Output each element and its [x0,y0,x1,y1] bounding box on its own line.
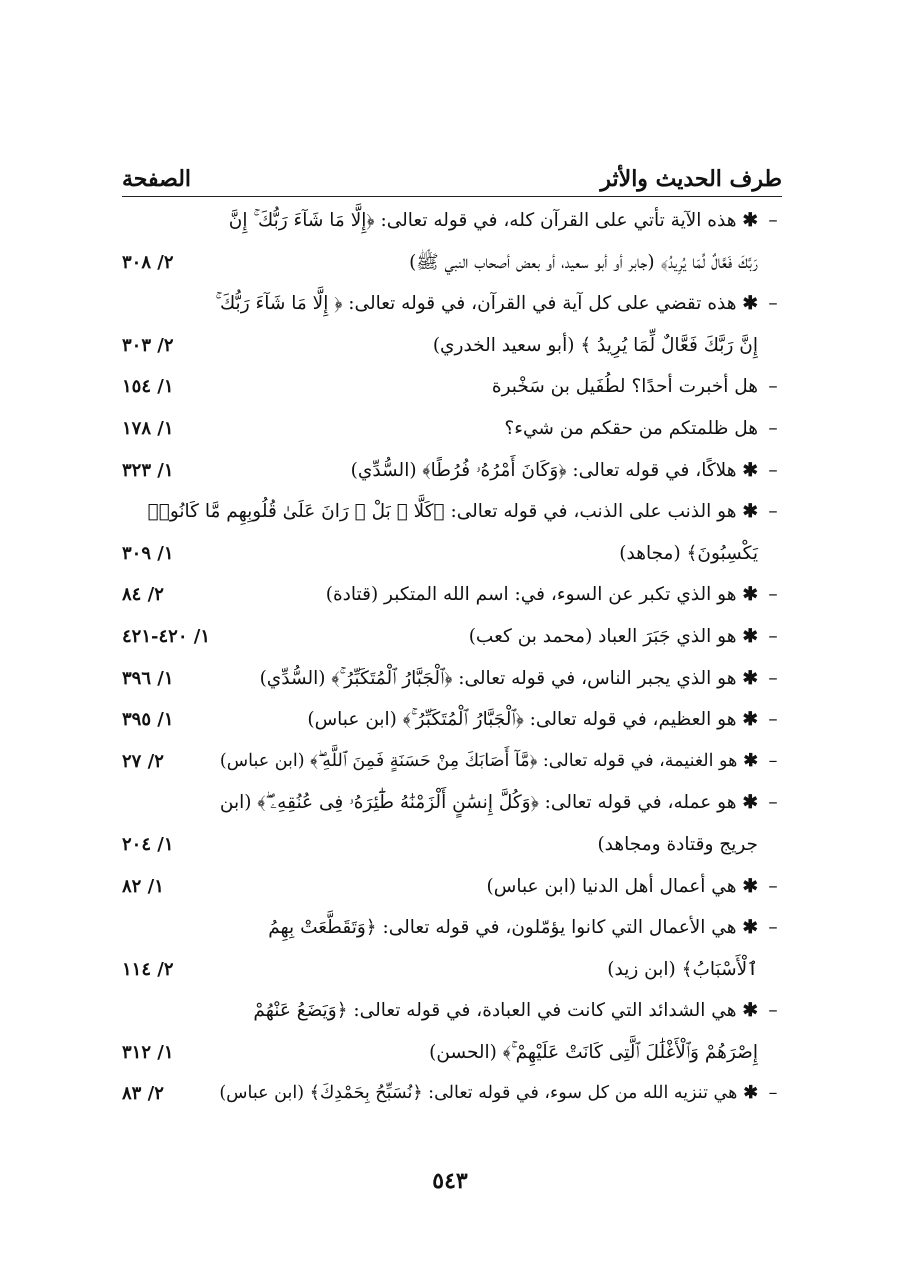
entry-page-ref: ٢/ ٢٧ [122,750,164,772]
entry-text-content: هو عمله، في قوله تعالى: ﴿وَكُلَّ إِنسَٰنٍ أَلْزَمْنَٰهُ طَٰٓئِرَهُۥ فِى عُنُقِهِۦ ۖ﴾ (ابن [219,792,737,814]
entry-line [122,866,782,908]
asterisk-icon: ✱ [742,792,758,814]
entry-text [326,574,758,616]
entry-page-ref: ١/ ٨٢ [122,875,164,897]
entry-line [122,699,782,741]
entry-page-ref: ١/ ٣٢٣ [122,459,174,481]
entry-text-content: هذه تقضي على كل آية في القرآن، في قوله تعالى: ﴿ إِلَّا مَا شَآءَ رَبُّكَ ۚ [215,293,737,315]
entry-line [122,366,782,408]
asterisk-icon: ✱ [742,667,758,689]
entry-page-ref: ٢/ ٣٠٣ [122,334,174,356]
entry-text-content: جريج وقتادة ومجاهد) [597,833,758,855]
entry-line [122,1032,782,1074]
entry-text-content: إِنَّ رَبَّكَ فَعَّالٌ لِّمَا يُرِيدُ ﴾ (أبو سعيد الخدري) [432,334,758,356]
column-title: طرف الحديث والأثر [600,166,782,192]
entry-dash: – [768,459,778,481]
entry-text [260,658,758,700]
entry-text [229,200,758,242]
entry-text [351,450,758,492]
entry-page-ref: ١/ ٣٠٩ [122,542,174,564]
entry-dash: – [768,376,778,398]
entry-text [492,366,758,408]
asterisk-icon: ✱ [742,625,758,647]
entry-text-content: هو الذنب على الذنب، في قوله تعالى: ﴿كَلَّا ۖ بَلْ ۜ رَانَ عَلَىٰ قُلُوبِهِم مَّا كَانُوا۟ [147,501,737,523]
entry-dash: – [768,210,778,231]
entry-text-content: هي الأعمال التي كانوا يؤمّلون، في قوله تعالى: ﴿وَتَقَطَّعَتْ بِهِمُ [268,917,737,939]
entry-page-ref: ١/ ١٧٨ [122,417,174,439]
entry-text-content: هي الشدائد التي كانت في العبادة، في قوله تعالى: ﴿وَيَضَعُ عَنْهُمْ [253,1000,737,1022]
asterisk-icon: ✱ [742,1000,758,1022]
entry-text-content: هل ظلمتكم من حقكم من شيء؟ [504,417,758,439]
entry-text [253,990,758,1032]
entry-text-content: هو الذي يجبر الناس، في قوله تعالى: ﴿ٱلْجَبَّارُ ٱلْمُتَكَبِّرُ ۚ﴾ (السُّدِّي) [259,667,737,689]
entry-text [219,1073,758,1115]
asterisk-icon: ✱ [742,709,758,731]
entry-page-ref: ١/ ٢٠٤ [122,833,174,855]
entry-line [122,1073,782,1115]
entry-text-content: رَبَّكَ فَعَّالٌ لِّمَا يُرِيدُ﴾ (جابر أو أبو سعيد، أو بعض أصحاب النبي ﷺ) [409,251,758,273]
index-entries [122,200,782,1115]
entry-text [268,907,758,949]
entry-text [220,782,758,824]
entry-page-ref: ١/ ٣٩٥ [122,709,174,731]
entry-page-ref: ٢/ ١١٤ [122,958,174,980]
entry-text [619,533,758,575]
entry-page-ref: ١/ ٣١٢ [122,1041,174,1063]
entry-line [122,741,782,783]
entry-text [215,283,758,325]
entry-dash: – [768,293,778,315]
entry-text [487,866,758,908]
entry-text-content: إِصْرَهُمْ وَٱلْأَغْلَٰلَ ٱلَّتِى كَانَتْ عَلَيْهِمْ ۚ﴾ (الحسن) [429,1041,758,1063]
entry-text-content: هو العظيم، في قوله تعالى: ﴿ٱلْجَبَّارُ ٱلْمُتَكَبِّرُ ۚ﴾ (ابن عباس) [307,709,737,731]
entry-line [122,450,782,492]
entry-text-content: هو الذي تكبر عن السوء، في: اسم الله المتكبر (قتادة) [325,584,737,606]
entry-dash: – [768,1000,778,1022]
entry-line [122,907,782,949]
entry-text-content: ٱلْأَسْبَابُ﴾ (ابن زيد) [607,958,758,980]
entry-text [433,325,758,367]
entry-text-content: هو الغنيمة، في قوله تعالى: ﴿مَّآ أَصَابَكَ مِنْ حَسَنَةٍ فَمِنَ ٱللَّهِ ۖ﴾ (ابن عباس) [219,750,738,771]
page-number: ٥٤٣ [432,1168,468,1194]
entry-dash: – [768,417,778,439]
entry-dash: – [768,1083,778,1104]
entry-dash: – [768,625,778,647]
entry-line [122,658,782,700]
entry-line [122,408,782,450]
page-header [122,148,782,192]
entry-text [220,741,758,783]
asterisk-icon: ✱ [742,293,758,315]
asterisk-icon: ✱ [742,917,758,939]
entry-line [122,990,782,1032]
entry-text [429,1032,758,1074]
entry-page-ref: ١/ ٣٩٦ [122,667,174,689]
asterisk-icon: ✱ [742,459,758,481]
entry-line [122,200,782,242]
entry-dash: – [768,584,778,606]
entry-text-content: هل أخبرت أحدًا؟ لطُفَيل بن سَخْبرة [491,376,758,398]
entry-dash: – [768,792,778,814]
entry-text [504,408,758,450]
entry-line [122,824,782,866]
asterisk-icon: ✱ [742,501,758,523]
entry-line [122,533,782,575]
asterisk-icon: ✱ [742,875,758,897]
header-rule [122,196,782,197]
entry-text [469,616,758,658]
page-column-title: الصفحة [122,166,192,192]
entry-text [409,242,758,284]
entry-text-content: هي أعمال أهل الدنيا (ابن عباس) [486,875,737,897]
entry-dash: – [768,501,778,523]
entry-line [122,949,782,991]
entry-dash: – [768,750,778,771]
entry-text-content: هذه الآية تأتي على القرآن كله، في قوله تعالى: ﴿إِلَّا مَا شَآءَ رَبُّكَ ۚ إِنَّ [228,210,737,231]
entry-page-ref: ١/ ١٥٤ [122,376,174,398]
entry-text [307,699,758,741]
entry-text-content: هي تنزيه الله من كل سوء، في قوله تعالى: ﴿نُسَبِّحُ بِحَمْدِكَ﴾ (ابن عباس) [219,1083,738,1104]
entry-line [122,325,782,367]
entry-text [148,491,758,533]
asterisk-icon: ✱ [742,210,758,231]
entry-text [607,949,758,991]
entry-dash: – [768,875,778,897]
entry-text-content: هو الذي جَبَرَ العباد (محمد بن كعب) [468,625,737,647]
entry-page-ref: ٢/ ٨٣ [122,1083,164,1105]
entry-text [597,824,758,866]
entry-text-content: يَكْسِبُونَ﴾ (مجاهد) [619,542,758,564]
entry-page-ref: ٢/ ٨٤ [122,584,164,606]
entry-dash: – [768,667,778,689]
entry-dash: – [768,917,778,939]
asterisk-icon: ✱ [742,584,758,606]
entry-line [122,574,782,616]
entry-line [122,491,782,533]
entry-line [122,782,782,824]
entry-text-content: هلاكًا، في قوله تعالى: ﴿وَكَانَ أَمْرُهُۥ فُرُطًا﴾ (السُّدِّي) [350,459,737,481]
entry-line [122,242,782,284]
entry-page-ref: ٢/ ٣٠٨ [122,251,174,273]
asterisk-icon: ✱ [743,1083,758,1104]
entry-line [122,283,782,325]
entry-page-ref: ١/ ٤٢٠-٤٢١ [122,625,211,647]
asterisk-icon: ✱ [743,750,758,771]
entry-dash: – [768,709,778,731]
entry-line [122,616,782,658]
